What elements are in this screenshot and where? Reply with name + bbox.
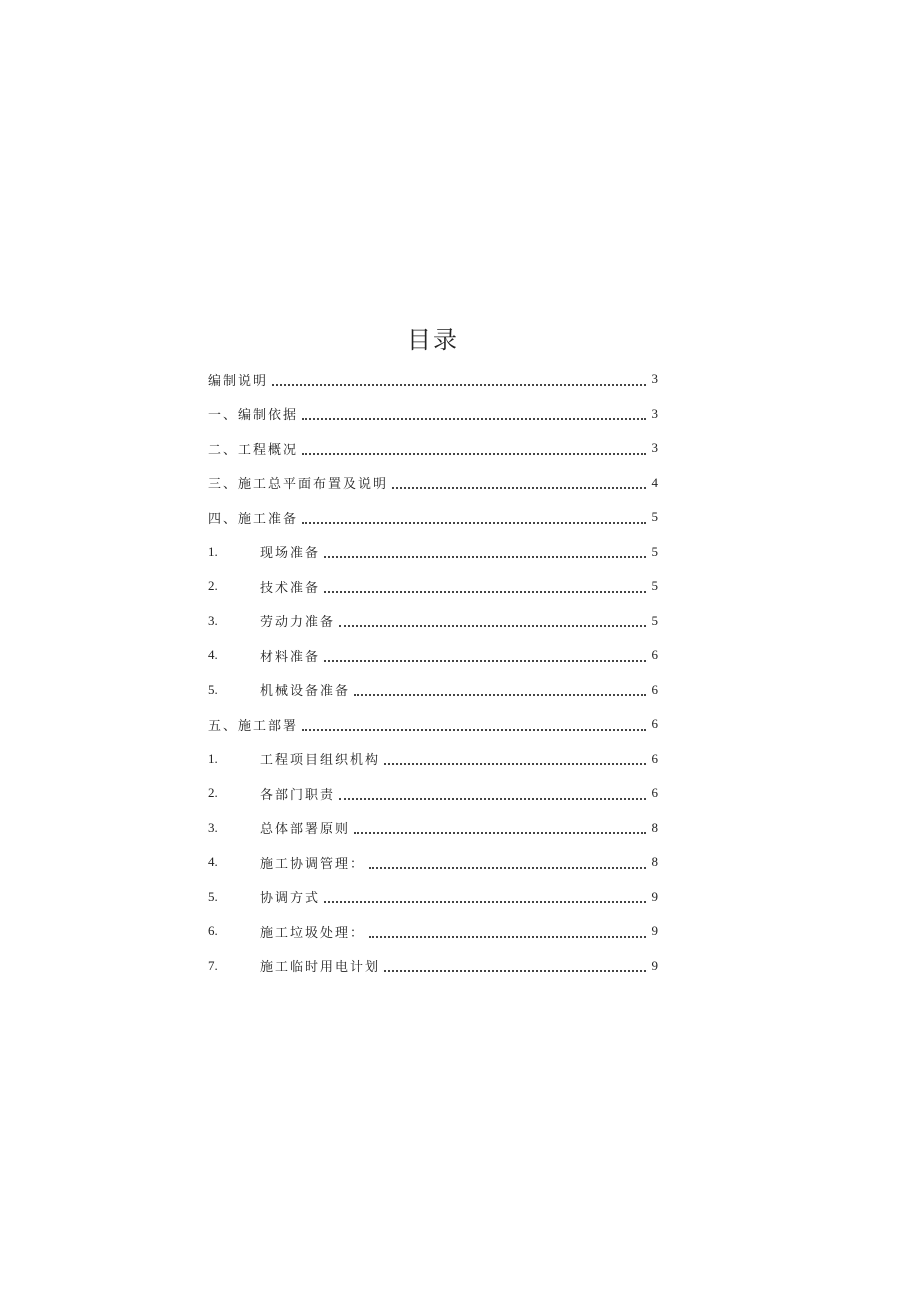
toc-entry-label: 编制说明 xyxy=(208,373,269,389)
table-of-contents xyxy=(208,322,658,983)
toc-entry-label: 二、工程概况 xyxy=(208,442,299,458)
toc-entry-page-number: 9 xyxy=(651,923,658,939)
toc-entry[interactable] xyxy=(208,811,658,846)
toc-entry-number: 2. xyxy=(208,785,218,801)
dot-leader xyxy=(324,555,646,558)
toc-entry-number: 6. xyxy=(208,923,218,939)
toc-entry[interactable] xyxy=(208,397,658,432)
dot-leader xyxy=(324,900,646,903)
dot-leader xyxy=(324,659,646,662)
toc-entry-number: 5. xyxy=(208,681,218,697)
toc-entry[interactable] xyxy=(208,569,658,604)
toc-entry-page-number: 5 xyxy=(651,578,658,594)
toc-entry-page-number: 8 xyxy=(651,819,658,835)
toc-entry-label: 一、编制依据 xyxy=(208,408,299,424)
dot-leader xyxy=(392,486,646,489)
toc-entry[interactable] xyxy=(208,431,658,466)
toc-entry-number: 4. xyxy=(208,854,218,870)
dot-leader xyxy=(369,935,646,938)
dot-leader xyxy=(339,797,646,800)
toc-entry[interactable] xyxy=(208,880,658,915)
toc-entry-label: 施工协调管理： xyxy=(260,856,366,872)
dot-leader xyxy=(339,624,646,627)
toc-entry-page-number: 5 xyxy=(651,543,658,559)
toc-entry-label: 各部门职责 xyxy=(260,787,336,803)
toc-entry-page-number: 9 xyxy=(651,957,658,973)
toc-entry[interactable] xyxy=(208,742,658,777)
toc-entry-label: 总体部署原则 xyxy=(260,822,351,838)
toc-entry-label: 劳动力准备 xyxy=(260,615,336,631)
toc-entry-label: 工程项目组织机构 xyxy=(260,753,381,769)
toc-entry[interactable] xyxy=(208,500,658,535)
toc-entry-page-number: 5 xyxy=(651,509,658,525)
toc-entry[interactable] xyxy=(208,535,658,570)
toc-entry[interactable] xyxy=(208,466,658,501)
toc-entry-page-number: 8 xyxy=(651,854,658,870)
toc-entry-page-number: 6 xyxy=(651,647,658,663)
toc-entry-page-number: 6 xyxy=(651,716,658,732)
toc-entry[interactable] xyxy=(208,776,658,811)
toc-entry-label: 五、施工部署 xyxy=(208,718,299,734)
toc-entry-page-number: 3 xyxy=(651,440,658,456)
toc-list xyxy=(208,362,658,983)
toc-entry-label: 三、施工总平面布置及说明 xyxy=(208,477,389,493)
dot-leader xyxy=(302,452,646,455)
toc-entry[interactable] xyxy=(208,707,658,742)
toc-entry-page-number: 6 xyxy=(651,750,658,766)
toc-entry-page-number: 6 xyxy=(651,785,658,801)
toc-entry-page-number: 3 xyxy=(651,371,658,387)
dot-leader xyxy=(302,521,646,524)
toc-entry-label: 机械设备准备 xyxy=(260,684,351,700)
toc-entry-label: 材料准备 xyxy=(260,649,321,665)
toc-title: 目录 xyxy=(407,326,459,354)
toc-entry[interactable] xyxy=(208,673,658,708)
toc-entry-number: 3. xyxy=(208,819,218,835)
dot-leader xyxy=(384,969,646,972)
dot-leader xyxy=(302,728,646,731)
toc-entry-page-number: 4 xyxy=(651,474,658,490)
toc-entry-number: 5. xyxy=(208,888,218,904)
toc-entry-label: 现场准备 xyxy=(260,546,321,562)
toc-entry[interactable] xyxy=(208,949,658,984)
toc-entry[interactable] xyxy=(208,638,658,673)
toc-entry-number: 3. xyxy=(208,612,218,628)
dot-leader xyxy=(354,693,646,696)
dot-leader xyxy=(354,831,646,834)
toc-entry-number: 1. xyxy=(208,750,218,766)
dot-leader xyxy=(302,417,646,420)
toc-entry-number: 7. xyxy=(208,957,218,973)
toc-entry-label: 施工临时用电计划 xyxy=(260,960,381,976)
toc-entry[interactable] xyxy=(208,914,658,949)
toc-entry[interactable] xyxy=(208,604,658,639)
dot-leader xyxy=(369,866,646,869)
toc-entry[interactable] xyxy=(208,845,658,880)
dot-leader xyxy=(272,383,646,386)
dot-leader xyxy=(324,590,646,593)
toc-entry-number: 4. xyxy=(208,647,218,663)
toc-entry-number: 1. xyxy=(208,543,218,559)
dot-leader xyxy=(384,762,646,765)
toc-entry-page-number: 9 xyxy=(651,888,658,904)
toc-entry[interactable] xyxy=(208,362,658,397)
toc-entry-page-number: 5 xyxy=(651,612,658,628)
toc-entry-label: 四、施工准备 xyxy=(208,511,299,527)
toc-entry-label: 施工垃圾处理： xyxy=(260,925,366,941)
toc-entry-page-number: 6 xyxy=(651,681,658,697)
toc-entry-number: 2. xyxy=(208,578,218,594)
toc-entry-label: 技术准备 xyxy=(260,580,321,596)
toc-entry-page-number: 3 xyxy=(651,405,658,421)
toc-entry-label: 协调方式 xyxy=(260,891,321,907)
